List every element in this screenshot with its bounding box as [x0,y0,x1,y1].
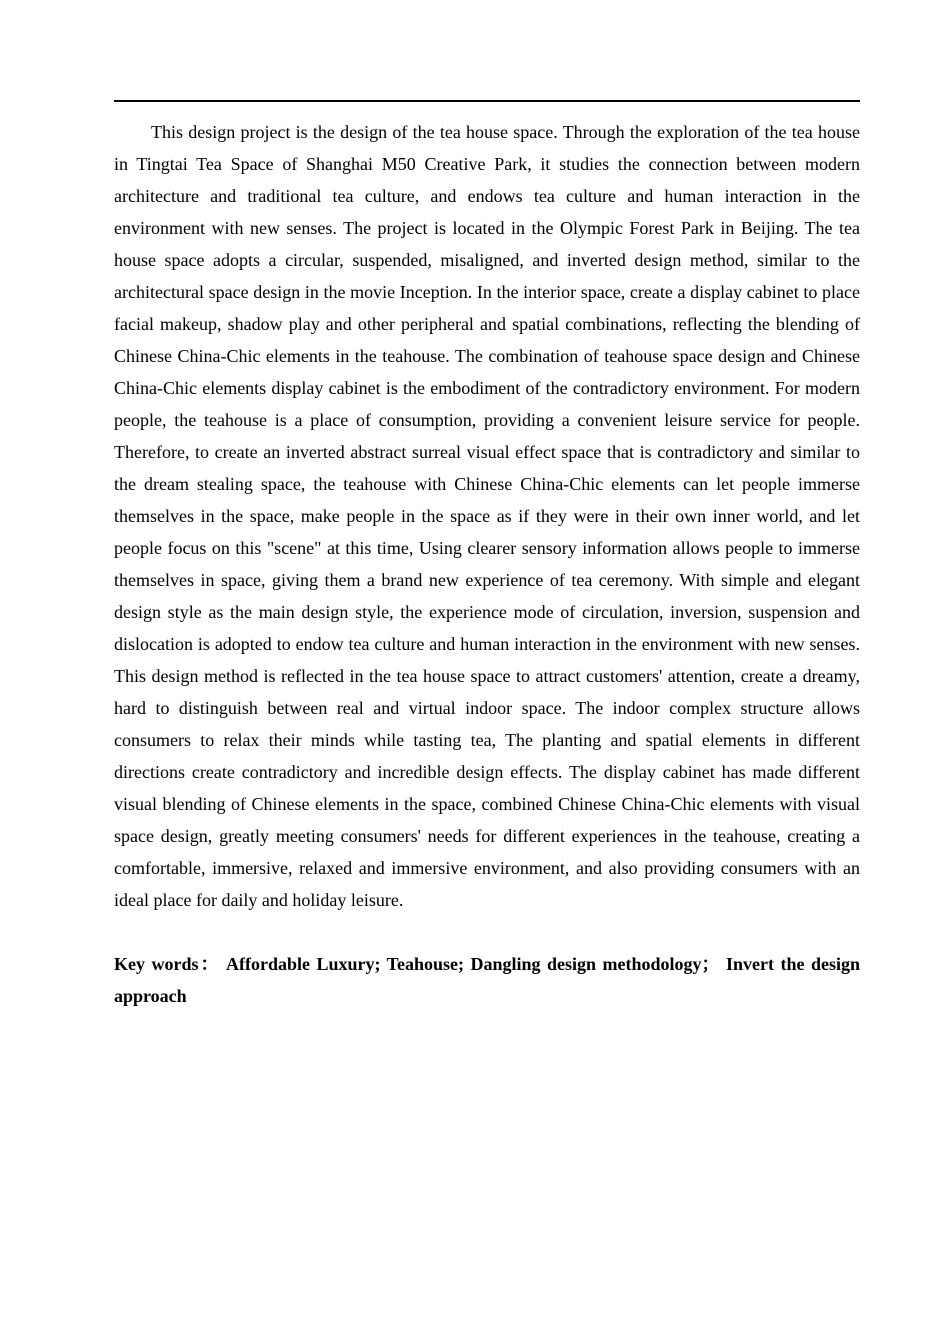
header-rule [114,100,860,102]
keywords-line: Key words： Affordable Luxury; Teahouse; Dangling design methodology； Invert the design approach [114,954,860,1006]
abstract-section [114,116,860,1012]
abstract-paragraph: This design project is the design of the tea house space. Through the exploration of the tea house in Tingtai Tea Space of Shanghai M50 Creative Park, it studies the connection between modern architecture and traditional tea culture, and endows tea culture and human interaction in the environment with new senses. The project is located in the Olympic Forest Park in Beijing. The tea house space adopts a circular, suspended, misaligned, and inverted design method, similar to the architectural space design in the movie Inception. In the interior space, create a display cabinet to place facial makeup, shadow play and other peripheral and spatial combinations, reflecting the blending of Chinese China-Chic elements in the teahouse. The combination of teahouse space design and Chinese China-Chic elements display cabinet is the embodiment of the contradictory environment. For modern people, the teahouse is a place of consumption, providing a convenient leisure service for people. Therefore, to create an inverted abstract surreal visual effect space that is contradictory and similar to the dream stealing space, the teahouse with Chinese China-Chic elements can let people immerse themselves in the space, make people in the space as if they were in their own inner world, and let people focus on this "scene" at this time, Using clearer sensory information allows people to immerse themselves in space, giving them a brand new experience of tea ceremony. With simple and elegant design style as the main design style, the experience mode of circulation, inversion, suspension and dislocation is adopted to endow tea culture and human interaction in the environment with new senses. This design method is reflected in the tea house space to attract customers' attention, create a dreamy, hard to distinguish between real and virtual indoor space. The indoor complex structure allows consumers to relax their minds while tasting tea, The planting and spatial elements in different directions create contradictory and incredible design effects. The display cabinet has made different visual blending of Chinese elements in the space, combined Chinese China-Chic elements with visual space design, greatly meeting consumers' needs for different experiences in the teahouse, creating a comfortable, immersive, relaxed and immersive environment, and also providing consumers with an ideal place for daily and holiday leisure. [114,122,860,910]
